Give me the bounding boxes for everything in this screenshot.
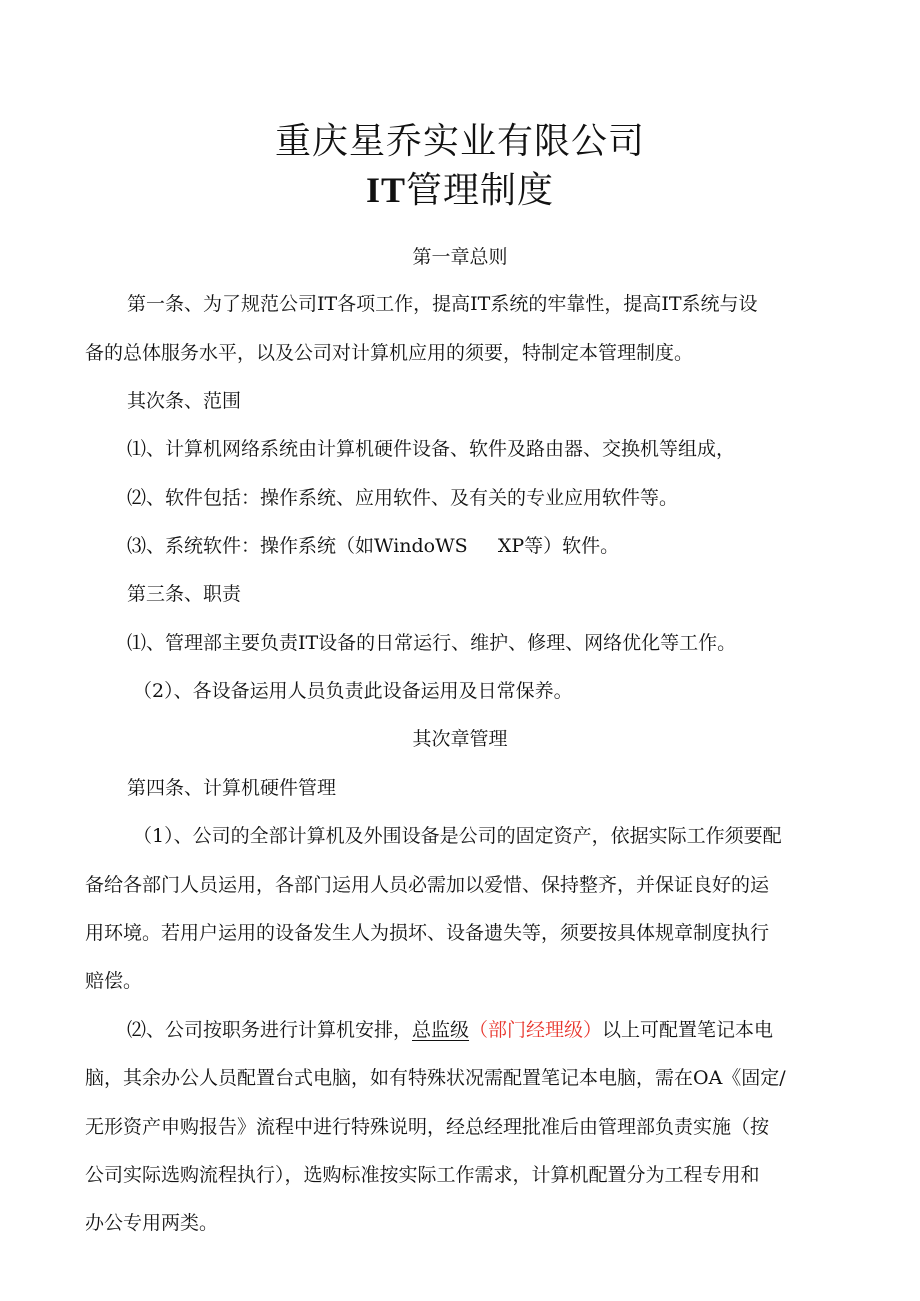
chapter-2-heading: 其次章管理 (412, 728, 508, 750)
article-4-para-1-line-2: 备给各部门人员运用，各部门运用人员必需加以爱惜、保持整齐，并保证良好的运 (85, 874, 770, 896)
article-4-para-2-line-1 (127, 1015, 773, 1045)
article-1-line-1: 第一条、为了规范公司IT各项工作，提高IT系统的牢靠性，提高IT系统与设 (127, 293, 758, 315)
article-4-para-2-line-5: 办公专用两类。 (85, 1212, 219, 1234)
document-company-title: 重庆星乔实业有限公司 (274, 121, 645, 162)
article-4-para-1-line-3: 用环境。若用户运用的设备发生人为损坏、设备遗失等，须要按具体规章制度执行 (85, 922, 770, 944)
article-4-heading: 第四条、计算机硬件管理 (127, 777, 337, 799)
article-4-para-1-line-1: （1）、公司的全部计算机及外围设备是公司的固定资产，依据实际工作须要配 (133, 825, 782, 847)
article-4-para-1-line-4: 赔偿。 (85, 970, 143, 992)
article-2-heading: 其次条、范围 (127, 390, 242, 412)
article-2-item-3: ⑶、系统软件：操作系统（如WindoWS XP等）软件。 (127, 535, 620, 557)
chapter-1-heading: 第一章总则 (412, 246, 508, 268)
article-1-line-2: 备的总体服务水平，以及公司对计算机应用的须要，特制定本管理制度。 (85, 342, 694, 364)
document-title (0, 166, 920, 215)
article-2-item-1: ⑴、计算机网络系统由计算机硬件设备、软件及路由器、交换机等组成， (127, 438, 736, 460)
article-4-para-2-line-3: 无形资产申购报告》流程中进行特殊说明，经总经理批准后由管理部负责实施（按 (85, 1116, 770, 1138)
article-4-para-2-line-4: 公司实际选购流程执行），选购标准按实际工作需求，计算机配置分为工程专用和 (85, 1164, 760, 1186)
article-3-item-2: （2）、各设备运用人员负责此设备运用及日常保养。 (133, 680, 573, 702)
document-title-rest: 管理制度 (406, 170, 555, 211)
red-note-dept-manager-level: （部门经理级） (469, 1019, 603, 1041)
article-2-item-2: ⑵、软件包括：操作系统、应用软件、及有关的专业应用软件等。 (127, 487, 679, 509)
underlined-term-director-level: 总监级 (412, 1019, 470, 1041)
article-3-item-1: ⑴、管理部主要负责IT设备的日常运行、维护、修理、网络优化等工作。 (127, 632, 737, 654)
article-3-heading: 第三条、职责 (127, 583, 242, 605)
article-4-para-2-line-2: 脑，其余办公人员配置台式电脑，如有特殊状况需配置笔记本电脑，需在OA《固定/ (85, 1067, 786, 1089)
para-2-text-a: ⑵、公司按职务进行计算机安排， (127, 1019, 413, 1041)
document-title-it: IT (365, 170, 406, 210)
para-2-text-b: 以上可配置笔记本电 (602, 1019, 774, 1041)
